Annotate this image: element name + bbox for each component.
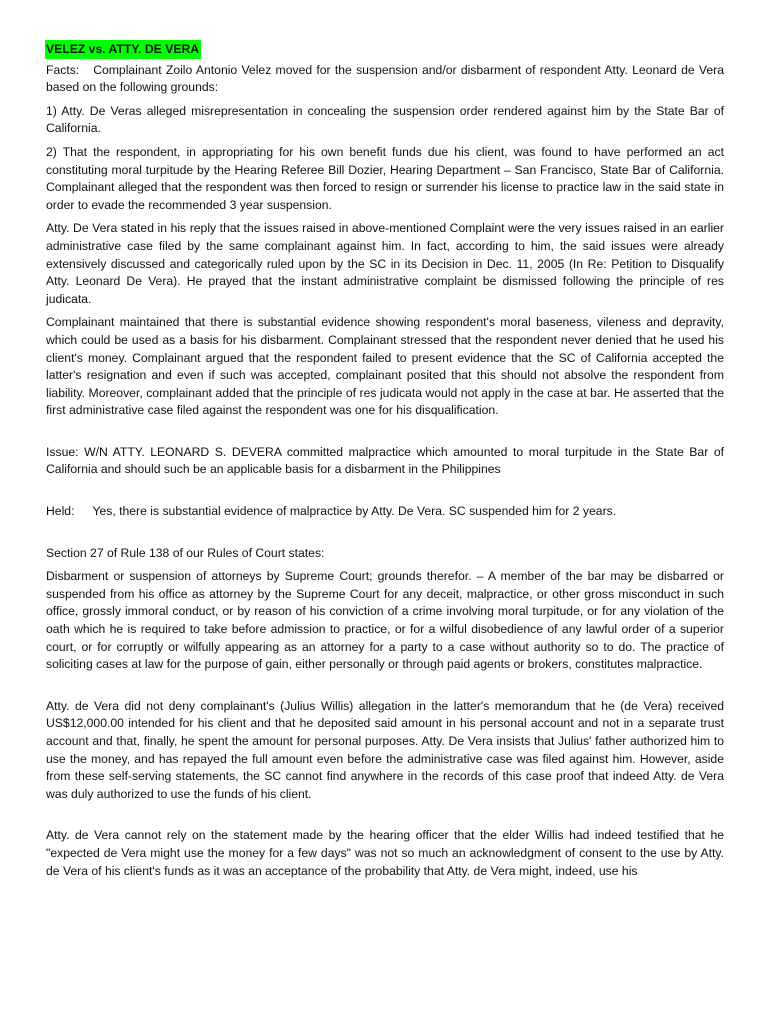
section-text: Disbarment or suspension of attorneys by Supreme Court; grounds therefor. – A member of the bar may be disbarred or suspended from his office as attorney by the Supreme Court for any deceit, malpractice, or other gross misconduct in such office, grossly immoral conduct, or by reason of his conviction of a crime involving moral turpitude, or for any violation of the oath which he is required to take before admission to practice, or for a wilful disobedience of any lawful order of a superior court, or for corruptly or wilfully appearing as an attorney for a party to a case without authority so to do. The practice of soliciting cases at law for the purpose of gain, either personally or through paid agents or brokers, constitutes malpractice.	[46, 569, 724, 672]
respondent-reply-paragraph: Atty. De Vera stated in his reply that the issues raised in above-mentioned Complaint were the very issues raised in an earlier administrative case filed by the same complainant against him. In fact, according to him, the said issues were already extensively discussed and categorically ruled upon by the SC in its Decision in Dec. 11, 2005 (In Re: Petition to Disqualify Atty. Leonard De Vera). He prayed that the instant administrative complaint be dismissed following the principle of res judicata.	[46, 221, 724, 306]
spacer	[46, 426, 724, 444]
facts-ground-1: 1) Atty. De Veras alleged misrepresentation in concealing the suspension order rendered against him by the State Bar of California.	[46, 103, 724, 136]
willis-paragraph: Atty. de Vera did not deny complainant's (Julius Willis) allegation in the latter's memorandum that he (de Vera) received US$12,000.00 intended for his client and that he deposited said amount in his personal account and not in a separate trust account and that, finally, he spent the amount for personal purposes. Atty. De Vera insists that Julius' father authorized him to use the money, and has repayed the full amount even before the administrative case was filed against him. However, aside from these self-serving statements, the SC cannot find anywhere in the records of this case proof that indeed Atty. de Vera was duly authorized to use the funds of his client.	[46, 698, 724, 801]
spacer	[46, 809, 724, 827]
facts-intro-text: Complainant Zoilo Antonio Velez moved for the suspension and/or disbarment of respondent Atty. Leonard de Vera based on the following grounds:	[46, 62, 724, 95]
held-paragraph	[46, 503, 724, 521]
held-text: Yes, there is substantial evidence of malpractice by Atty. De Vera. SC suspended him for 2 years.	[92, 504, 617, 519]
document-title: VELEZ vs. ATTY. DE VERA	[45, 40, 201, 59]
issue-paragraph: Issue: W/N ATTY. LEONARD S. DEVERA committed malpractice which amounted to moral turpitude in the State Bar of California and should such be an applicable basis for a disbarment in the Philippines	[46, 444, 724, 477]
document-page	[46, 40, 724, 886]
facts-intro	[46, 62, 724, 97]
spacer	[46, 527, 724, 545]
held-label: Held:	[46, 504, 75, 519]
complainant-paragraph: Complainant maintained that there is substantial evidence showing respondent's moral baseness, vileness and depravity, which could be used as a basis for his disbarment. Complainant stressed that the respondent never denied that he used his client's money. Complainant argued that the respondent failed to present evidence that the SC of California accepted the latter's resignation and even if such was accepted, complainant posited that this should not absolve the respondent from liability. Moreover, complainant added that the principle of res judicata would not apply in the case at bar. He asserted that the first administrative case filed against the respondent was one for his disqualification.	[46, 315, 724, 418]
section-heading: Section 27 of Rule 138 of our Rules of Court states:	[46, 545, 325, 560]
hearing-officer-paragraph: Atty. de Vera cannot rely on the statement made by the hearing officer that the elder Willis had indeed testified that he "expected de Vera might use the money for a few days" was not so much an acknowledgment of consent to the use by Atty. de Vera of his client's funds as it was an acceptance of the probability that Atty. de Vera might, indeed, use his	[46, 828, 724, 878]
facts-ground-2: 2) That the respondent, in appropriating for his own benefit funds due his client, was found to have performed an act constituting moral turpitude by the Hearing Referee Bill Dozier, Hearing Department – San Francisco, State Bar of California. Complainant alleged that the respondent was then forced to resign or surrender his license to practice law in the said state in order to evade the recommended 3 year suspension.	[46, 144, 724, 212]
spacer	[46, 485, 724, 503]
spacer	[46, 680, 724, 698]
facts-label: Facts:	[46, 62, 80, 77]
